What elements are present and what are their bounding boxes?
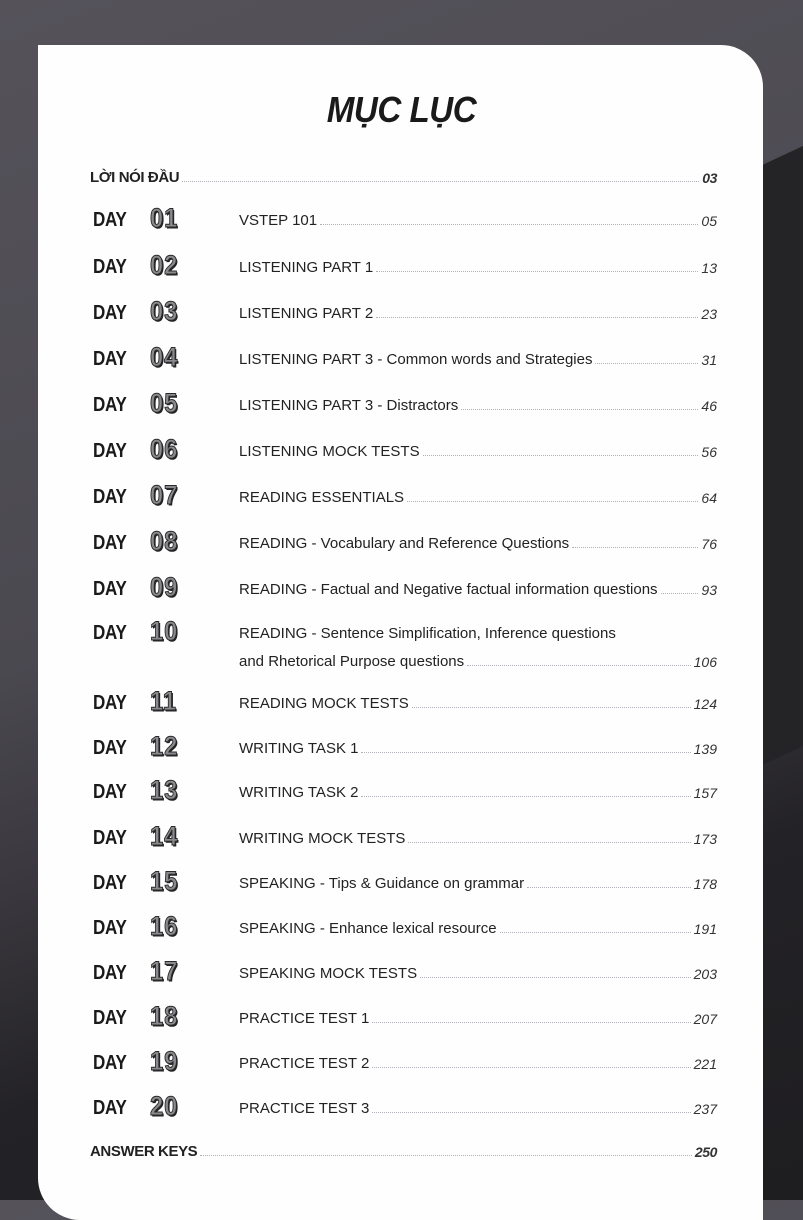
day-label: DAY <box>93 532 127 554</box>
day-label: DAY <box>93 394 127 416</box>
page-number: 139 <box>693 741 717 757</box>
page-number: 93 <box>701 582 717 598</box>
entry-title: READING MOCK TESTS <box>239 695 409 712</box>
dot-leader <box>361 796 690 797</box>
entry-title: ANSWER KEYS <box>90 1143 198 1160</box>
day-number: 14 <box>150 821 179 851</box>
entry-title: READING - Factual and Negative factual information questions <box>239 581 658 598</box>
dot-leader <box>376 317 698 318</box>
dot-leader <box>461 409 698 410</box>
page-number: 157 <box>693 785 717 801</box>
page-number: 203 <box>693 966 717 982</box>
entry-title: WRITING MOCK TESTS <box>239 830 406 847</box>
day-label: DAY <box>93 622 127 644</box>
day-number: 19 <box>150 1046 179 1076</box>
entry-title: LISTENING PART 3 - Common words and Strategies <box>239 351 593 368</box>
toc-entry-day-05[interactable] <box>239 397 717 414</box>
dot-leader <box>527 887 691 888</box>
day-number: 09 <box>150 572 179 602</box>
day-number: 04 <box>150 342 179 372</box>
entry-title: LISTENING PART 2 <box>239 305 374 322</box>
toc-entry-preface[interactable] <box>90 169 717 186</box>
day-number: 12 <box>150 731 179 761</box>
dot-leader <box>407 501 698 502</box>
toc-entry-day-10[interactable] <box>239 653 717 670</box>
page-number: 76 <box>701 536 717 552</box>
entry-title: PRACTICE TEST 3 <box>239 1100 370 1117</box>
dot-leader <box>661 593 699 594</box>
dot-leader <box>423 455 699 456</box>
toc-entry-day-06[interactable] <box>239 443 717 460</box>
day-number: 15 <box>150 866 179 896</box>
toc-entry-day-08[interactable] <box>239 535 717 552</box>
entry-title-line1: READING - Sentence Simplification, Inference questions <box>239 625 616 642</box>
dot-leader <box>595 363 698 364</box>
toc-entry-day-11[interactable] <box>239 695 717 712</box>
day-label: DAY <box>93 209 127 231</box>
day-label: DAY <box>93 348 127 370</box>
entry-title: SPEAKING MOCK TESTS <box>239 965 418 982</box>
dot-leader <box>372 1067 690 1068</box>
dot-leader <box>500 932 691 933</box>
day-number: 18 <box>150 1001 179 1031</box>
day-number: 17 <box>150 956 179 986</box>
toc-entry-day-16[interactable] <box>239 920 717 937</box>
day-label: DAY <box>93 827 127 849</box>
dot-leader <box>361 752 690 753</box>
day-label: DAY <box>93 486 127 508</box>
day-number: 10 <box>150 616 179 646</box>
day-label: DAY <box>93 1052 127 1074</box>
entry-title: LỜI NÓI ĐẦU <box>90 169 180 186</box>
day-label: DAY <box>93 256 127 278</box>
toc-entry-day-04[interactable] <box>239 351 717 368</box>
day-label: DAY <box>93 737 127 759</box>
entry-title: SPEAKING - Enhance lexical resource <box>239 920 497 937</box>
entry-title: WRITING TASK 2 <box>239 784 359 801</box>
day-number: 03 <box>150 296 179 326</box>
entry-title: WRITING TASK 1 <box>239 740 359 757</box>
day-number: 07 <box>150 480 179 510</box>
day-label: DAY <box>93 1007 127 1029</box>
toc-entry-day-19[interactable] <box>239 1055 717 1072</box>
dot-leader <box>200 1155 692 1156</box>
entry-title: LISTENING PART 3 - Distractors <box>239 397 459 414</box>
day-label: DAY <box>93 781 127 803</box>
day-number: 13 <box>150 775 179 805</box>
dot-leader <box>412 707 691 708</box>
page-number: 124 <box>693 696 717 712</box>
toc-entry-day-17[interactable] <box>239 965 717 982</box>
day-label: DAY <box>93 578 127 600</box>
dot-leader <box>420 977 691 978</box>
day-number: 01 <box>150 203 179 233</box>
day-number: 11 <box>150 686 177 716</box>
day-number: 16 <box>150 911 179 941</box>
toc-entry-day-13[interactable] <box>239 784 717 801</box>
page-number: 221 <box>693 1056 717 1072</box>
toc-entry-day-20[interactable] <box>239 1100 717 1117</box>
toc-entry-day-14[interactable] <box>239 830 717 847</box>
page-number: 64 <box>701 490 717 506</box>
page-number: 207 <box>693 1011 717 1027</box>
entry-title: READING - Vocabulary and Reference Questions <box>239 535 570 552</box>
dot-leader <box>182 181 699 182</box>
page-number: 46 <box>701 398 717 414</box>
entry-title: PRACTICE TEST 2 <box>239 1055 370 1072</box>
day-number: 06 <box>150 434 179 464</box>
toc-entry-answer-keys[interactable] <box>90 1143 717 1160</box>
page-number: 237 <box>693 1101 717 1117</box>
dot-leader <box>372 1022 690 1023</box>
entry-title: LISTENING MOCK TESTS <box>239 443 420 460</box>
day-label: DAY <box>93 440 127 462</box>
toc-entry-day-03[interactable] <box>239 305 717 322</box>
page-number: 05 <box>701 213 717 229</box>
toc-entry-day-18[interactable] <box>239 1010 717 1027</box>
day-number: 20 <box>150 1091 179 1121</box>
toc-entry-day-07[interactable] <box>239 489 717 506</box>
entry-title: LISTENING PART 1 <box>239 259 374 276</box>
entry-title: SPEAKING - Tips & Guidance on grammar <box>239 875 525 892</box>
toc-entry-day-12[interactable] <box>239 740 717 757</box>
day-label: DAY <box>93 302 127 324</box>
toc-entry-day-09[interactable] <box>239 581 717 598</box>
day-number: 02 <box>150 250 179 280</box>
day-label: DAY <box>93 1097 127 1119</box>
dot-leader <box>376 271 698 272</box>
day-label: DAY <box>93 872 127 894</box>
toc-entry-day-01[interactable] <box>239 212 717 229</box>
dot-leader <box>372 1112 690 1113</box>
entry-title: PRACTICE TEST 1 <box>239 1010 370 1027</box>
page-number: 03 <box>702 170 717 186</box>
entry-title: VSTEP 101 <box>239 212 318 229</box>
dot-leader <box>467 665 691 666</box>
dot-leader <box>320 224 698 225</box>
day-number: 05 <box>150 388 179 418</box>
toc-entry-day-02[interactable] <box>239 259 717 276</box>
page-number: 173 <box>693 831 717 847</box>
dot-leader <box>572 547 698 548</box>
page-number: 191 <box>693 921 717 937</box>
toc-entry-day-15[interactable] <box>239 875 717 892</box>
dot-leader <box>408 842 690 843</box>
page-number: 56 <box>701 444 717 460</box>
page-number: 13 <box>701 260 717 276</box>
page-number: 250 <box>694 1144 717 1160</box>
page-number: 106 <box>693 654 717 670</box>
day-number: 08 <box>150 526 179 556</box>
day-label: DAY <box>93 962 127 984</box>
page-number: 31 <box>701 352 717 368</box>
day-label: DAY <box>93 917 127 939</box>
entry-title: READING ESSENTIALS <box>239 489 405 506</box>
page-title: MỤC LỤC <box>326 89 477 130</box>
page-number: 178 <box>693 876 717 892</box>
entry-title: and Rhetorical Purpose questions <box>239 653 465 670</box>
day-label: DAY <box>93 692 127 714</box>
page-number: 23 <box>701 306 717 322</box>
